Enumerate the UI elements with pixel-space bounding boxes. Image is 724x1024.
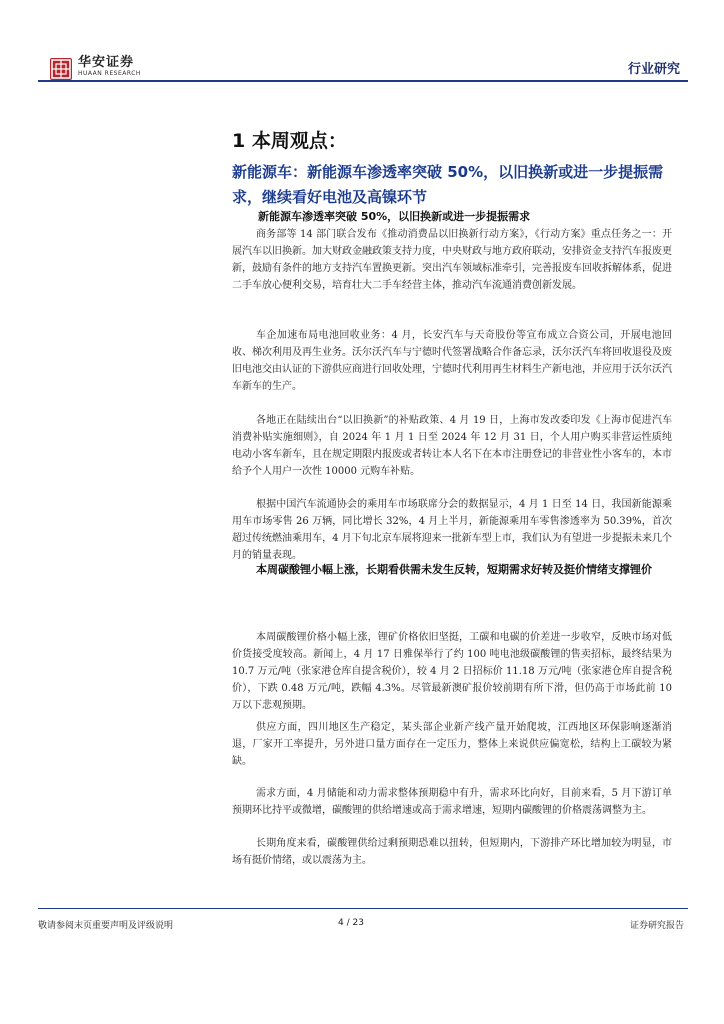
logo-chinese-name: 华安证券: [78, 55, 135, 70]
paragraph-lithium-price: 本周碳酸锂价格小幅上涨，锂矿价格依旧坚挺，工碳和电碳的价差进一步收窄，反映市场对低价货接受度较高。新闻上，4 月 17 日雅保举行了约 100 吨电池级碳酸锂的售卖招标，最终结果为 10.7 万元/吨（张家港仓库自提含税价），较 4 月 2 日招标价 11.18 万元/吨（张家港仓库自提含税价），下跌 0.48 万元/吨，跌幅 4.3%。尽管最新澳矿报价较前期有所下滑，但仍高于市场此前 10 万以下悲观预期。: [232, 632, 672, 711]
subheading-penetration: 新能源车渗透率突破 50%，以旧换新或进一步提振需求: [258, 210, 531, 223]
paragraph-demand: 需求方面，4 月储能和动力需求整体预期稳中有升，需求环比向好，目前来看，5 月下游订单预期环比持平或微增，碳酸锂的供给增速或高于需求增速，短期内碳酸锂的价格震荡调整为主。: [232, 788, 672, 816]
paragraph-long-term: 长期角度来看，碳酸锂供给过剩预期恐难以扭转，但短期内，下游排产环比增加较为明显，市场有挺价情绪，或以震荡为主。: [232, 838, 672, 866]
subheading-lithium: 本周碳酸锂小幅上涨，长期看供需未发生反转，短期需求好转及挺价情绪支撑锂价: [256, 563, 652, 576]
paragraph-market-data: 根据中国汽车流通协会的乘用车市场联席分会的数据显示，4 月 1 日至 14 日，我国新能源乘用车市场零售 26 万辆，同比增长 32%，4 月上半月，新能源乘用车零售渗透率为 50.39%，首次超过传统燃油乘用车，4 月下旬北京车展将迎来一批新车型上市，我们认为有望进一步提振未来几个月的销量表现。: [232, 499, 672, 561]
logo-english-name: HUAAN RESEARCH: [78, 70, 141, 77]
paragraph-supply: 供应方面，四川地区生产稳定，某头部企业新产线产量开始爬坡，江西地区环保影响逐渐消退，厂家开工率提升，另外进口量方面存在一定压力，整体上来说供应偏宽松，结构上工碳较为紧缺。: [232, 722, 672, 767]
footer-report-type: 证券研究报告: [629, 921, 684, 931]
footer-divider: [38, 908, 688, 909]
headline: 新能源车：新能源车渗透率突破 50%，以旧换新或进一步提振需求，继续看好电池及高镍环节: [232, 163, 664, 206]
paragraph-battery-recycling: 车企加速布局电池回收业务：4 月，长安汽车与天奇股份等宣布成立合资公司，开展电池回收、梯次利用及再生业务。沃尔沃汽车与宁德时代签署战略合作备忘录，沃尔沃汽车将回收退役及废旧电池交由认证的下游供应商进行回收处理，宁德时代利用再生材料生产新电池，并应用于沃尔沃汽车新车的生产。: [232, 330, 672, 392]
company-logo: [78, 56, 141, 78]
paragraph-policy: 商务部等 14 部门联合发布《推动消费品以旧换新行动方案》，《行动方案》重点任务之一：开展汽车以旧换新。加大财政金融政策支持力度，中央财政与地方政府联动，安排资金支持汽车报废更新，鼓励有条件的地方支持汽车置换更新。突出汽车领域标准牵引，完善报废车回收拆解体系，促进二手车放心便利交易，培育壮大二手车经营主体，推动汽车流通消费创新发展。: [232, 229, 672, 291]
page-header: [38, 50, 688, 84]
paragraph-subsidy: 各地正在陆续出台“以旧换新”的补贴政策、4 月 19 日，上海市发改委印发《上海市促进汽车消费补贴实施细则》，自 2024 年 1 月 1 日至 2024 年 12 月 31 日，个人用户购买非营运性质纯电动小客车新车，且在规定期限内报废或者转让本人名下在本市注册登记的非营业性小客车的，本市给予个人用户一次性 10000 元购车补贴。: [232, 415, 672, 477]
page-number: 4 / 23: [338, 918, 364, 928]
header-divider: [38, 80, 688, 82]
company-logo-seal: [50, 58, 72, 80]
footer-disclaimer: 敬请参阅末页重要声明及评级说明: [38, 921, 174, 931]
section-label: 行业研究: [627, 62, 680, 77]
section-title: 1 本周观点：: [232, 130, 347, 152]
